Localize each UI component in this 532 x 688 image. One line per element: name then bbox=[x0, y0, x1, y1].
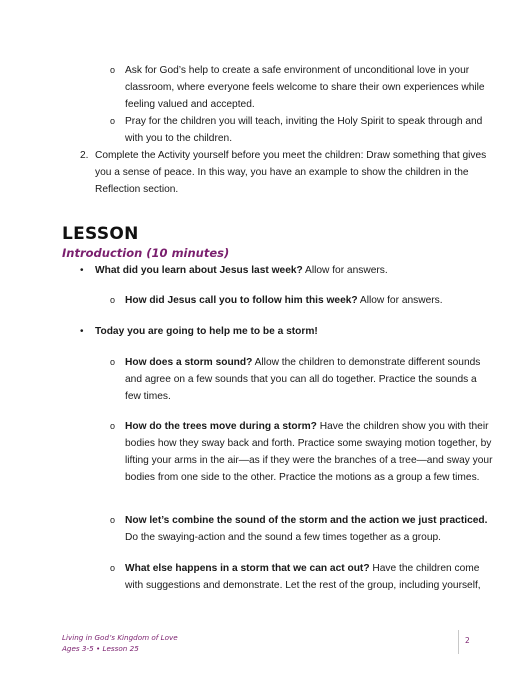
sub-item-text: Have the children come with suggestions and demonstrate. Let the rest of the group, including yourself, bbox=[125, 563, 481, 591]
lesson-bullet bbox=[95, 262, 495, 279]
lesson-sub-item bbox=[125, 354, 490, 405]
section-heading: Introduction (10 minutes) bbox=[62, 246, 230, 260]
sub-item-bold-text: What else happens in a storm that we can act out? bbox=[125, 563, 370, 574]
list-number: 2. bbox=[80, 150, 89, 161]
prep-item-2: Complete the Activity yourself before you meet the children: Draw something that gives you a sense of peace. In this way, you have an example to show the children in the Reflection section. bbox=[95, 150, 487, 195]
sub-item-bold-text: How do the trees move during a storm? bbox=[125, 421, 317, 432]
page-footer bbox=[62, 632, 178, 654]
sub-bullet-marker: o bbox=[110, 357, 116, 367]
bullet-bold-text: What did you learn about Jesus last week? bbox=[95, 265, 303, 276]
lesson-sub-item bbox=[125, 418, 493, 486]
lesson-sub-item bbox=[125, 292, 495, 309]
sub-bullet-marker: o bbox=[110, 295, 116, 305]
sub-item-bold-text: How did Jesus call you to follow him this week? bbox=[125, 295, 358, 306]
sub-bullet-marker: o bbox=[110, 65, 116, 75]
footer-subtitle: Ages 3-5 • Lesson 25 bbox=[62, 644, 139, 653]
footer-title: Living in God’s Kingdom of Love bbox=[62, 633, 178, 642]
lesson-bullet bbox=[95, 323, 495, 340]
lesson-sub-item bbox=[125, 560, 493, 594]
sub-item-text: Do the swaying-action and the sound a few times together as a group. bbox=[125, 532, 442, 543]
sub-item-text: Allow the children to demonstrate different sounds and agree on a few sounds that you can all do together. Practice the sounds a few times. bbox=[125, 357, 481, 402]
sub-item-text: Have the children show you with their bodies how they sway back and forth. Practice some swaying motion together, by lifting your arms in the air—as if they were the branches of a tree—and sway your bodies from one side to the other. Practice the motions as a group a few times. bbox=[125, 421, 493, 483]
sub-bullet-marker: o bbox=[110, 563, 116, 573]
bullet-marker: • bbox=[80, 326, 84, 337]
footer-divider bbox=[458, 630, 459, 654]
lesson-sub-item bbox=[125, 512, 493, 546]
bullet-text: Allow for answers. bbox=[302, 265, 388, 276]
bullet-bold-text: Today you are going to help me to be a storm! bbox=[95, 326, 318, 337]
sub-bullet-marker: o bbox=[110, 116, 116, 126]
lesson-heading: LESSON bbox=[62, 224, 139, 244]
bullet-marker: • bbox=[80, 265, 84, 276]
prep-sub-item: Pray for the children you will teach, inviting the Holy Spirit to speak through and with you to the children. bbox=[125, 116, 483, 144]
sub-bullet-marker: o bbox=[110, 421, 116, 431]
sub-item-text: Allow for answers. bbox=[357, 295, 443, 306]
page-number: 2 bbox=[465, 636, 470, 645]
sub-item-bold-text: Now let’s combine the sound of the storm and the action we just practiced. bbox=[125, 515, 488, 526]
sub-item-bold-text: How does a storm sound? bbox=[125, 357, 253, 368]
prep-sub-item: Ask for God’s help to create a safe environment of unconditional love in your classroom, where everyone feels welcome to share their own experiences while feeling valued and accepted. bbox=[125, 65, 485, 110]
sub-bullet-marker: o bbox=[110, 515, 116, 525]
